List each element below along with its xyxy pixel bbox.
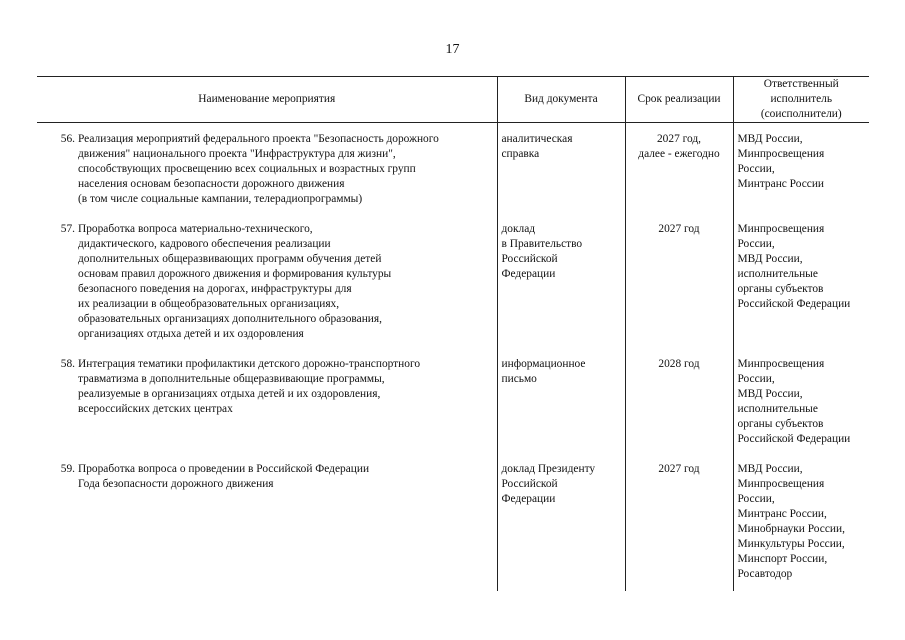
doc-type: информационное письмо	[497, 351, 625, 456]
responsible: Минпросвещения России, МВД России, исполнительные органы субъектов Российской Федерации	[737, 223, 851, 310]
responsible: МВД России, Минпросвещения России, Минтранс России, Минобрнауки России, Минкультуры России, Минспорт России, Росавтодор	[737, 463, 845, 580]
measure-name-cell	[37, 123, 497, 217]
term: 2027 год, далее - ежегодно	[625, 123, 733, 217]
measure-name: Реализация мероприятий федерального проекта "Безопасность дорожного движения" национального проекта "Инфраструктура для жизни", способствующих просвещению всех социальных и возрастных групп населения основам безопасности дорожного движения (в том числе социальные кампании, телерадиопрограммы)	[78, 133, 439, 205]
measures-table	[37, 76, 869, 591]
doc-type: аналитическая справка	[497, 123, 625, 217]
measure-name: Проработка вопроса материально-технического, дидактического, кадрового обеспечения реализации дополнительных общеразвивающих программ обучения детей основам правил дорожного движения и формирования культуры безопасного поведения на дорогах, инфраструктуры для их реализации в общеобразовательных организациях, образовательных организациях дополнительного образования, организациях отдыха детей и их оздоровления	[78, 223, 392, 340]
header-doc-type: Вид документа	[497, 77, 625, 123]
responsible: МВД России, Минпросвещения России, Минтранс России	[737, 133, 825, 190]
row-number: 58.	[60, 358, 75, 370]
row-number: 59.	[60, 463, 75, 475]
doc-type: доклад в Правительство Российской Федерации	[497, 216, 625, 351]
row-number: 56.	[60, 133, 75, 145]
measure-name: Интеграция тематики профилактики детского дорожно-транспортного травматизма в дополнительные общеразвивающие программы, реализуемые в организациях отдыха детей и их оздоровления, всероссийских детских центрах	[78, 358, 421, 415]
header-responsible: Ответственный исполнитель (соисполнители)	[733, 77, 869, 123]
measure-name-cell	[37, 456, 497, 591]
page-number: 17	[445, 42, 460, 57]
header-name: Наименование мероприятия	[37, 77, 497, 123]
measure-name-cell	[37, 216, 497, 351]
table-row	[37, 216, 869, 351]
term: 2028 год	[625, 351, 733, 456]
table-row	[37, 123, 869, 217]
doc-type: доклад Президенту Российской Федерации	[497, 456, 625, 591]
table-header-row	[37, 77, 869, 123]
responsible: Минпросвещения России, МВД России, исполнительные органы субъектов Российской Федерации	[737, 358, 851, 445]
measure-name: Проработка вопроса о проведении в Российской Федерации Года безопасности дорожного движения	[78, 463, 370, 490]
measure-name-cell	[37, 351, 497, 456]
row-number: 57.	[60, 223, 75, 235]
term: 2027 год	[625, 216, 733, 351]
table-row	[37, 351, 869, 456]
table-row	[37, 456, 869, 591]
header-term: Срок реализации	[625, 77, 733, 123]
term: 2027 год	[625, 456, 733, 591]
